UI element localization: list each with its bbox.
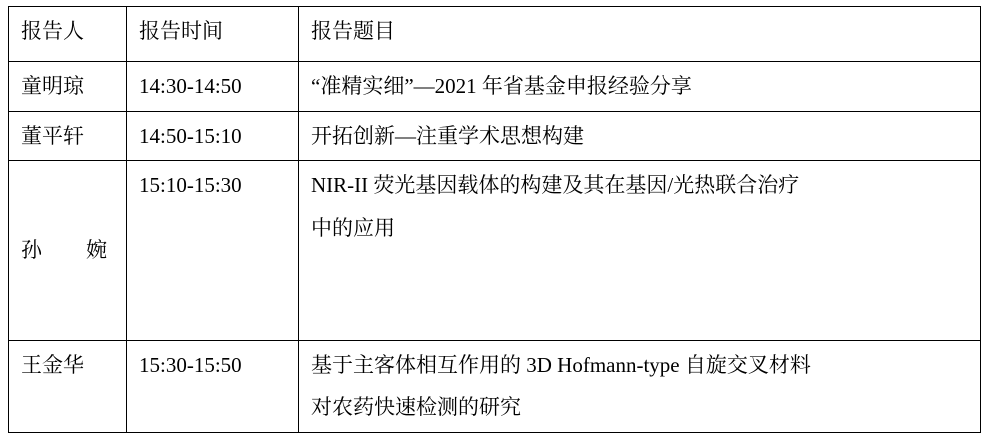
table-row [9, 62, 981, 112]
cell-title-line1: 开拓创新—注重学术思想构建 [311, 123, 584, 148]
cell-person-spread [21, 234, 107, 267]
table-row [9, 340, 981, 432]
cell-title-line1: 基于主客体相互作用的 3D Hofmann-type 自旋交叉材料 [311, 352, 811, 377]
cell-time: 14:30-14:50 [127, 62, 299, 112]
cell-title [299, 161, 981, 341]
table-header-row [9, 7, 981, 62]
cell-title [299, 111, 981, 161]
cell-title [299, 62, 981, 112]
table-row [9, 161, 981, 341]
cell-person [9, 161, 127, 341]
cell-title-line1: “准精实细”—2021 年省基金申报经验分享 [311, 74, 692, 98]
cell-time: 15:30-15:50 [127, 340, 299, 432]
cell-person: 童明琼 [9, 62, 127, 112]
column-header-person: 报告人 [9, 7, 127, 62]
table-row [9, 111, 981, 161]
cell-time: 15:10-15:30 [127, 161, 299, 341]
cell-title-line2: 对农药快速检测的研究 [311, 395, 521, 420]
cell-person: 董平轩 [9, 111, 127, 161]
column-header-time: 报告时间 [127, 7, 299, 62]
cell-title-line1: NIR-II 荧光基因载体的构建及其在基因/光热联合治疗 [311, 173, 800, 198]
column-header-title: 报告题目 [299, 7, 981, 62]
cell-person-char2: 婉 [86, 238, 107, 263]
cell-time: 14:50-15:10 [127, 111, 299, 161]
schedule-table [8, 6, 981, 433]
cell-person-char1: 孙 [21, 238, 42, 263]
cell-title-line2: 中的应用 [311, 215, 395, 240]
cell-title [299, 340, 981, 432]
cell-person: 王金华 [9, 340, 127, 432]
